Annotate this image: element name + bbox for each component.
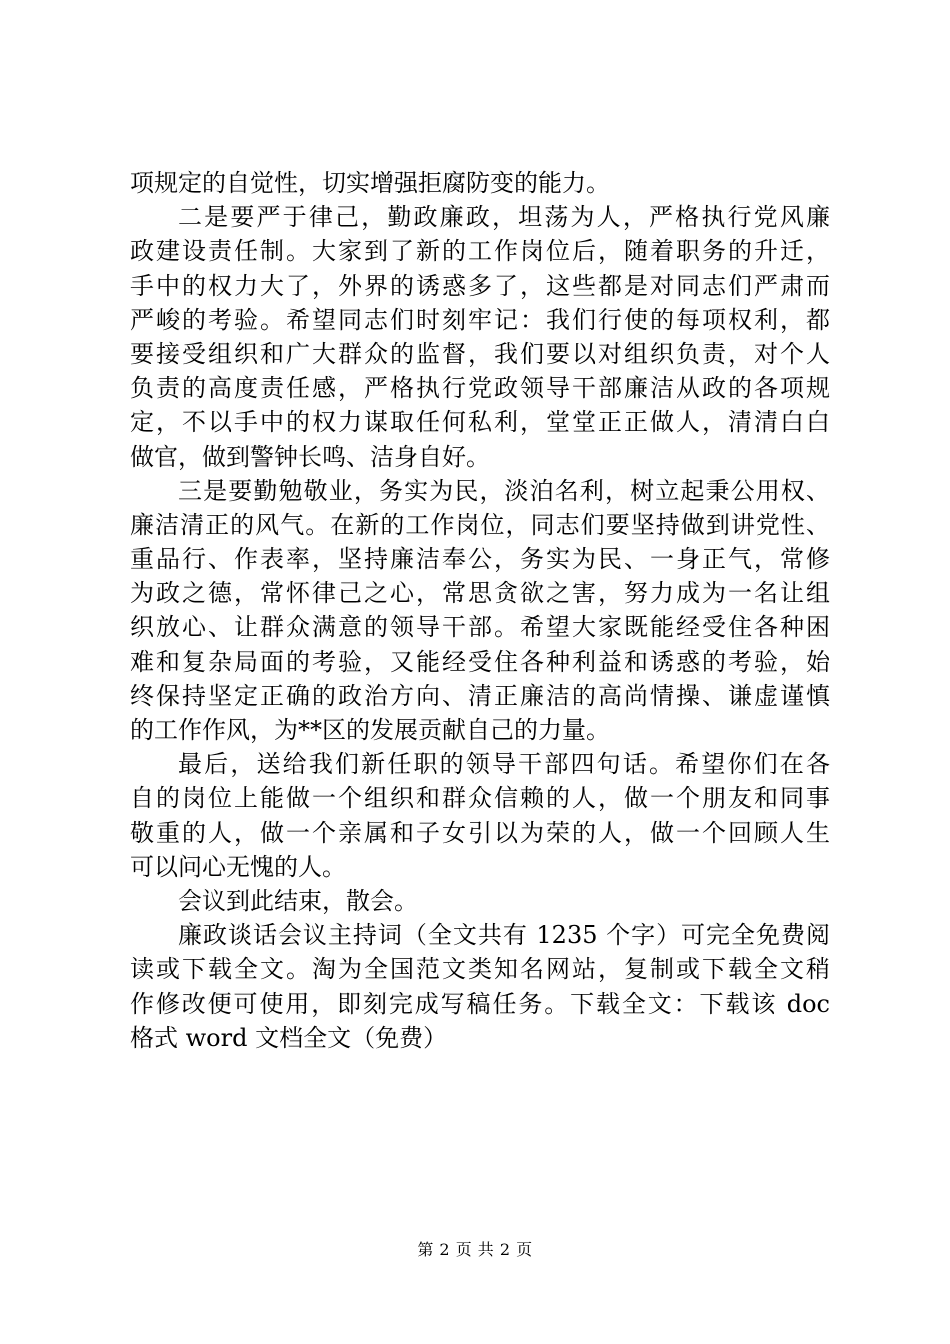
text-line: 重品行、作表率，坚持廉洁奉公，务实为民、一身正气，常修 [130,545,830,574]
text-line: 手中的权力大了，外界的诱惑多了，这些都是对同志们严肃而 [130,271,830,300]
text-line: 可以问心无愧的人。 [130,852,346,881]
text-line: 敬重的人，做一个亲属和子女引以为荣的人，做一个回顾人生 [130,818,830,847]
text-line: 终保持坚定正确的政治方向、清正廉洁的高尚情操、谦虚谨慎 [130,681,830,710]
text-line: 廉政谈话会议主持词（全文共有 1235 个字）可完全免费阅 [178,921,830,950]
text-line: 定，不以手中的权力谋取任何私利，堂堂正正做人，清清白白 [130,408,830,437]
text-line: 负责的高度责任感，严格执行党政领导干部廉洁从政的各项规 [130,374,830,403]
text-line: 格式 word 文档全文（免费） [130,1023,448,1052]
text-line: 读或下载全文。淘为全国范文类知名网站，复制或下载全文稍 [130,955,830,984]
text-line: 自的岗位上能做一个组织和群众信赖的人，做一个朋友和同事 [130,784,830,813]
text-line: 二是要严于律己，勤政廉政，坦荡为人，严格执行党风廉 [178,203,830,232]
text-line: 严峻的考验。希望同志们时刻牢记：我们行使的每项权利，都 [130,305,830,334]
document-body [130,166,830,1055]
text-line: 三是要勤勉敬业，务实为民，淡泊名利，树立起秉公用权、 [178,476,830,505]
text-line: 为政之德，常怀律己之心，常思贪欲之害，努力成为一名让组 [130,579,830,608]
text-line: 难和复杂局面的考验，又能经受住各种利益和诱惑的考验，始 [130,647,830,676]
text-line: 政建设责任制。大家到了新的工作岗位后，随着职务的升迁， [130,237,830,266]
text-line: 廉洁清正的风气。在新的工作岗位，同志们要坚持做到讲党性、 [130,510,830,539]
page-footer: 第 2 页 共 2 页 [417,1240,533,1259]
text-line: 要接受组织和广大群众的监督，我们要以对组织负责，对个人 [130,339,830,368]
text-line: 做官，做到警钟长鸣、洁身自好。 [130,442,490,471]
text-line: 织放心、让群众满意的领导干部。希望大家既能经受住各种困 [130,613,830,642]
text-line: 会议到此结束，散会。 [178,886,418,915]
text-line: 作修改便可使用，即刻完成写稿任务。下载全文：下载该 doc [130,989,830,1018]
text-line: 的工作作风，为**区的发展贡献自己的力量。 [130,716,610,744]
text-line: 项规定的自觉性，切实增强拒腐防变的能力。 [130,169,610,197]
text-line: 最后，送给我们新任职的领导干部四句话。希望你们在各 [178,750,830,779]
